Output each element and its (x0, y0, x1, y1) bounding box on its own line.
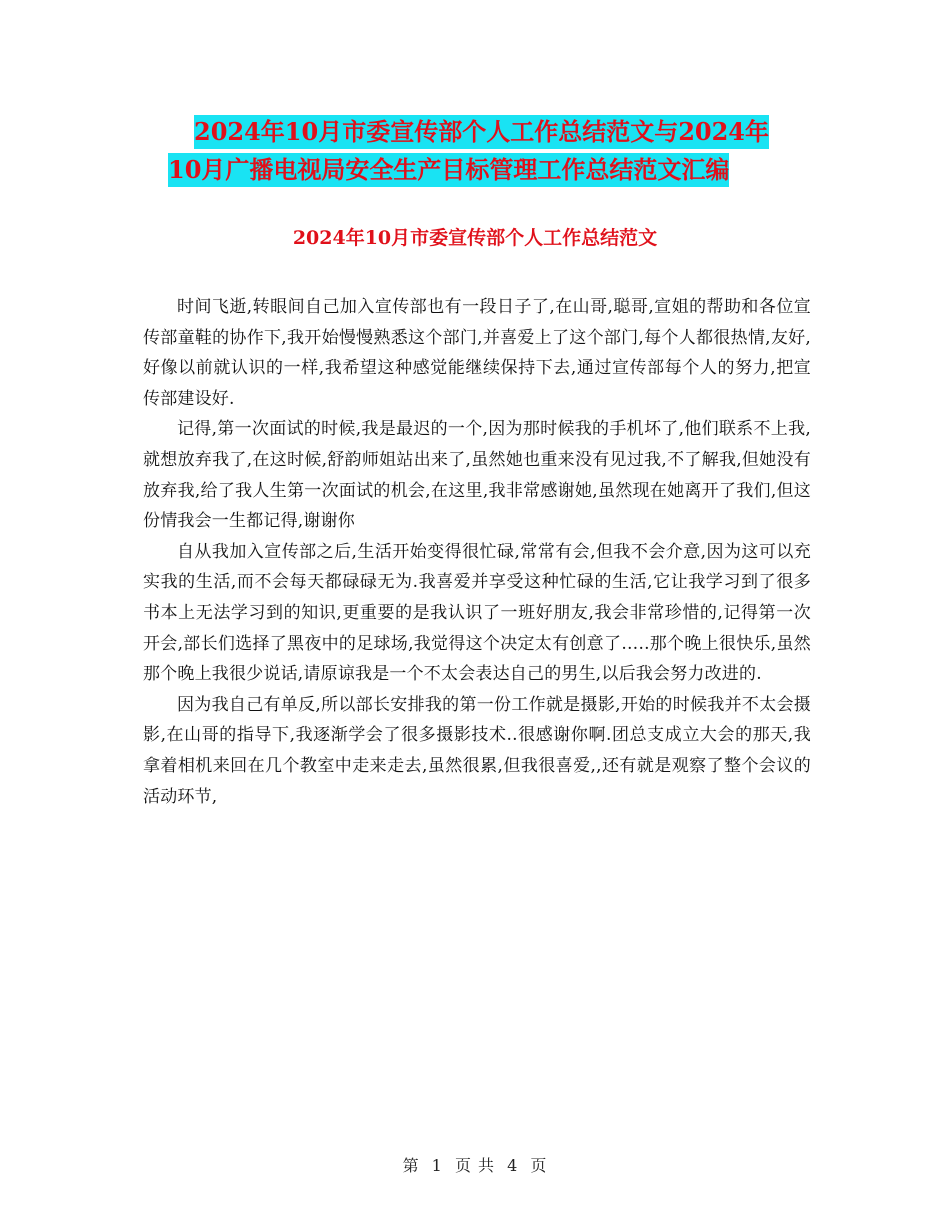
document-title-line-2 (168, 151, 818, 189)
body-text (143, 292, 811, 812)
paragraph-4: 因为我自己有单反,所以部长安排我的第一份工作就是摄影,开始的时候我并不太会摄影,在山哥的指导下,我逐渐学会了很多摄影技术..很感谢你啊.团总支成立大会的那天,我拿着相机来回在几个教室中走来走去,虽然很累,但我很喜爱,,还有就是观察了整个会议的活动环节, (143, 694, 811, 807)
paragraph-3: 自从我加入宣传部之后,生活开始变得很忙碌,常常有会,但我不会介意,因为这可以充实我的生活,而不会每天都碌碌无为.我喜爱并享受这种忙碌的生活,它让我学习到了很多书本上无法学习到的知识,更重要的是我认识了一班好朋友,我会非常珍惜的,记得第一次开会,部长们选择了黑夜中的足球场,我觉得这个决定太有创意了…..那个晚上很快乐,虽然那个晚上我很少说话,请原谅我是一个不太会表达自己的男生,以后我会努力改进的. (143, 541, 811, 685)
footer-suffix: 页 (530, 1156, 548, 1175)
footer-prefix: 第 (402, 1156, 420, 1175)
title-highlight-1: 2024年10月市委宣传部个人工作总结范文与2024年 (194, 115, 769, 149)
page-footer (0, 1155, 950, 1177)
title-highlight-2: 10月广播电视局安全生产目标管理工作总结范文汇编 (168, 153, 729, 187)
document-title-line-1 (168, 113, 818, 151)
footer-total-pages: 4 (507, 1156, 519, 1175)
document-title (168, 113, 818, 189)
footer-mid: 页 共 (454, 1156, 496, 1175)
footer-current-page: 1 (431, 1156, 443, 1175)
paragraph-1: 时间飞逝,转眼间自己加入宣传部也有一段日子了,在山哥,聪哥,宣姐的帮助和各位宣传部童鞋的协作下,我开始慢慢熟悉这个部门,并喜爱上了这个部门,每个人都很热情,友好,好像以前就认识的一样,我希望这种感觉能继续保持下去,通过宣传部每个人的努力,把宣传部建设好. (143, 297, 811, 409)
section-heading: 2024年10月市委宣传部个人工作总结范文 (292, 227, 658, 249)
paragraph-2: 记得,第一次面试的时候,我是最迟的一个,因为那时候我的手机坏了,他们联系不上我,就想放弃我了,在这时候,舒韵师姐站出来了,虽然她也重来没有见过我,不了解我,但她没有放弃我,给了我人生第一次面试的机会,在这里,我非常感谢她,虽然现在她离开了我们,但这份情我会一生都记得,谢谢你 (143, 419, 811, 532)
